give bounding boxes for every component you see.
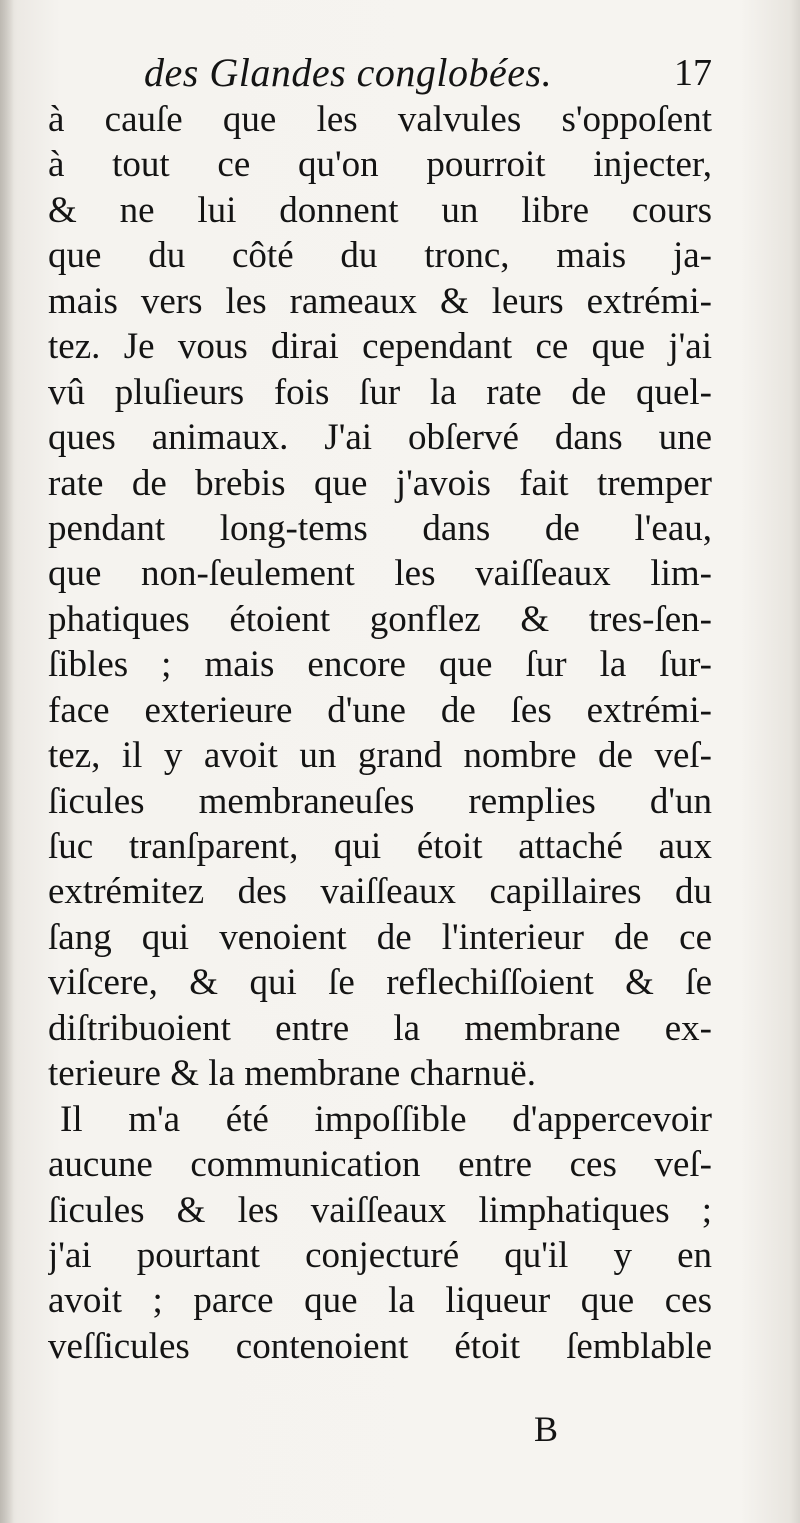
text-line: avoit ; parce que la liqueur que ces [48,1280,712,1322]
text-line: à cauſe que les valvules s'oppoſent [48,99,712,140]
text-line: extrémitez des vaiſſeaux capillaires du [48,871,712,913]
body-text [48,97,712,1369]
text-line: à tout ce qu'on pourroit injecter, [48,144,712,186]
text-line: ques animaux. J'ai obſervé dans une [48,417,712,459]
running-head [48,46,712,100]
text-line: ſicules & les vaiſſeaux limphatiques ; [48,1189,712,1231]
text-line: diſtribuoient entre la membrane ex- [48,1007,712,1049]
gutter-shadow [0,0,14,1523]
text-line: viſcere, & qui ſe reflechiſſoient & ſe [48,962,712,1004]
text-line: & ne lui donnent un libre cours [48,189,712,231]
text-line: mais vers les rameaux & leurs extrémi- [48,280,712,322]
text-line: ſuc tranſparent, qui étoit attaché aux [48,826,712,867]
text-line: pendant long-tems dans de l'eau, [48,507,712,549]
text-line: que du côté du tronc, mais ja- [48,235,712,277]
text-line: phatiques étoient gonflez & tres-ſen- [48,598,712,640]
text-line: vû pluſieurs fois ſur la rate de quel- [48,371,712,413]
text-line: ſang qui venoient de l'interieur de ce [48,916,712,958]
text-line-paragraph-end: terieure & la membrane charnuë. [48,1053,536,1095]
text-line: veſſicules contenoient étoit ſemblable [48,1325,712,1367]
text-line: rate de brebis que j'avois fait tremper [48,462,712,504]
text-line: aucune communication entre ces veſ- [48,1144,712,1186]
text-line: face exterieure d'une de ſes extrémi- [48,689,712,731]
text-line-paragraph-start: Il m'a été impoſſible d'appercevoir [60,1098,712,1140]
running-title: des Glandes conglobées. [144,50,553,95]
signature-mark: B [534,1409,559,1449]
page-number: 17 [674,52,712,94]
text-line: tez, il y avoit un grand nombre de veſ- [48,735,712,777]
text-line: j'ai pourtant conjecturé qu'il y en [48,1234,712,1276]
text-line: ſicules membraneuſes remplies d'un [48,780,712,822]
text-line: tez. Je vous dirai cependant ce que j'ai [48,326,712,368]
text-line: que non-ſeulement les vaiſſeaux lim- [48,553,712,595]
text-line: ſibles ; mais encore que ſur la ſur- [48,644,712,686]
